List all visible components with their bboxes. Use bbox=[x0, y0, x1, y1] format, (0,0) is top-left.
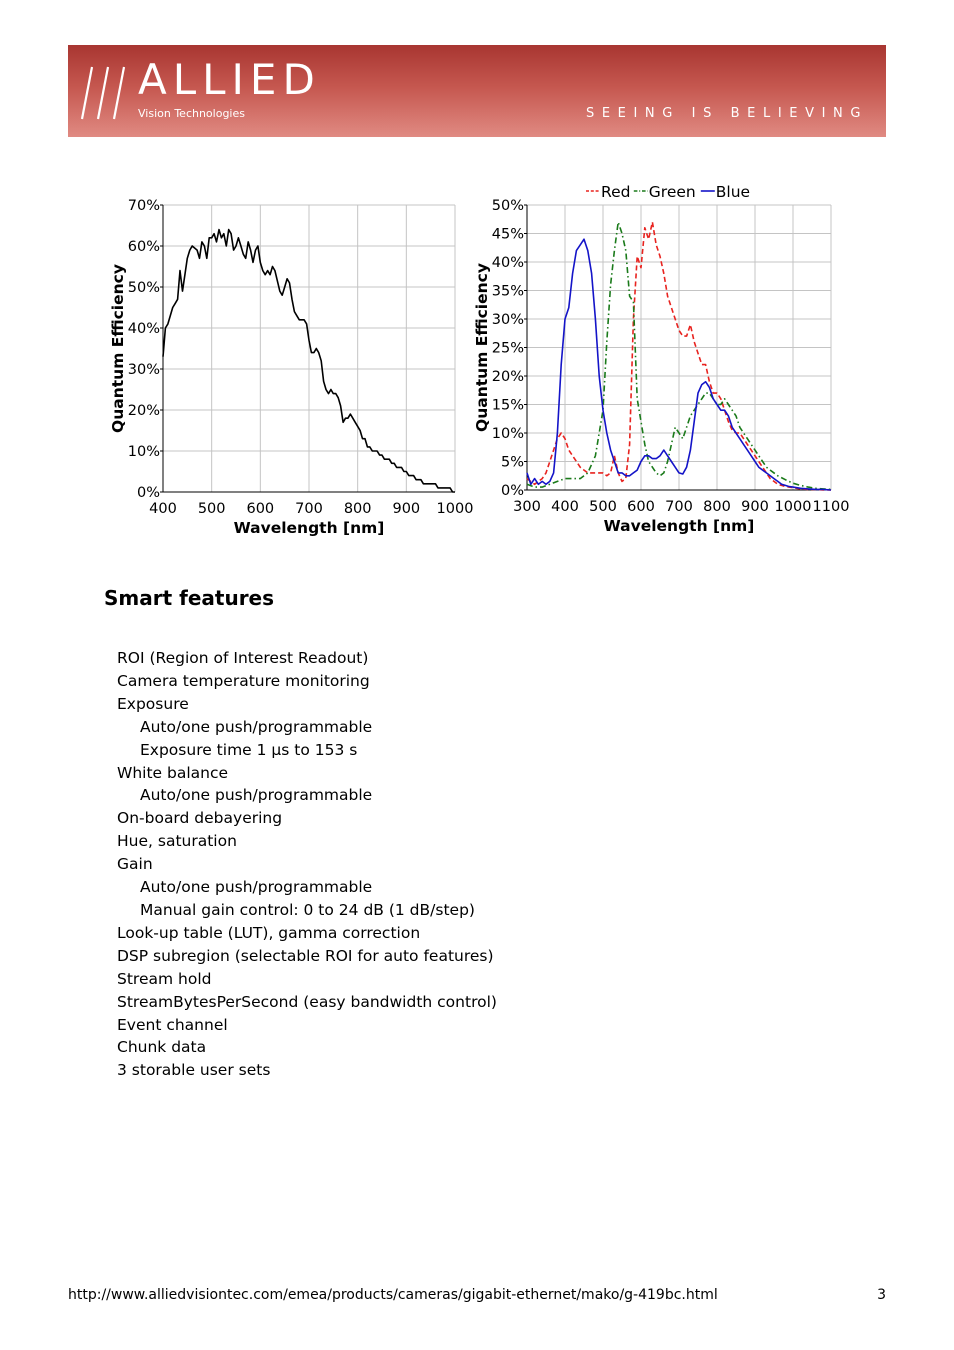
x-tick-label: 500 bbox=[197, 501, 226, 517]
section-title: Smart features bbox=[104, 586, 275, 610]
y-tick-label: 10% bbox=[127, 444, 160, 460]
feature-item: Stream hold bbox=[117, 969, 212, 988]
feature-item: Gain bbox=[117, 855, 153, 874]
feature-subitem: Auto/one push/programmable bbox=[140, 786, 373, 805]
footer-url: http://www.alliedvisiontec.com/emea/products/cameras/gigabit-ethernet/mako/g-419bc.html bbox=[68, 1287, 718, 1303]
x-tick-label: 500 bbox=[589, 499, 617, 515]
x-tick-label: 300 bbox=[513, 499, 541, 515]
qe-chart-color bbox=[466, 176, 861, 550]
x-tick-label: 700 bbox=[665, 499, 693, 515]
y-tick-label: 40% bbox=[127, 321, 160, 337]
logo-wordmark: ALLIED bbox=[138, 55, 321, 104]
y-tick-label: 45% bbox=[491, 226, 524, 243]
feature-item: Chunk data bbox=[117, 1038, 207, 1057]
legend-label-blue: Blue bbox=[715, 183, 751, 201]
feature-item: ROI (Region of Interest Readout) bbox=[117, 649, 369, 667]
x-tick-label: 900 bbox=[392, 501, 421, 517]
y-tick-label: 0% bbox=[500, 483, 524, 499]
x-tick-label: 800 bbox=[703, 499, 731, 515]
feature-list bbox=[117, 647, 497, 1082]
x-tick-label: 1000 bbox=[774, 499, 812, 515]
x-tick-label: 600 bbox=[627, 499, 655, 515]
y-tick-label: 30% bbox=[491, 312, 524, 328]
feature-item: 3 storable user sets bbox=[117, 1061, 271, 1080]
feature-item: Look-up table (LUT), gamma correction bbox=[117, 923, 421, 942]
x-tick-label: 800 bbox=[343, 501, 372, 517]
feature-subitem: Auto/one push/programmable bbox=[140, 717, 373, 736]
y-axis-label: Quantum Efficiency bbox=[473, 263, 491, 432]
y-tick-label: 35% bbox=[491, 283, 524, 300]
feature-item: StreamBytesPerSecond (easy bandwidth control) bbox=[117, 992, 497, 1011]
feature-item: Exposure bbox=[117, 694, 189, 713]
y-tick-label: 15% bbox=[491, 397, 524, 414]
page-header bbox=[68, 45, 886, 137]
x-axis-label: Wavelength [nm] bbox=[233, 519, 385, 537]
feature-item: White balance bbox=[117, 763, 229, 782]
y-tick-label: 60% bbox=[127, 239, 160, 255]
x-tick-label: 400 bbox=[149, 501, 177, 517]
y-tick-label: 30% bbox=[127, 362, 160, 378]
x-tick-label: 1100 bbox=[812, 499, 850, 515]
y-tick-label: 0% bbox=[136, 485, 160, 501]
legend-label-red: Red bbox=[601, 183, 631, 201]
x-tick-label: 400 bbox=[551, 499, 579, 515]
feature-subitem: Auto/one push/programmable bbox=[140, 878, 373, 897]
y-tick-label: 10% bbox=[491, 426, 524, 442]
feature-subitem: Manual gain control: 0 to 24 dB (1 dB/step) bbox=[140, 900, 475, 919]
x-tick-label: 600 bbox=[246, 501, 275, 517]
x-tick-label: 900 bbox=[741, 499, 769, 515]
qe-chart-monochrome bbox=[100, 180, 480, 550]
y-tick-label: 50% bbox=[491, 198, 524, 214]
y-tick-label: 20% bbox=[127, 403, 160, 419]
feature-subitem: Exposure time 1 µs to 153 s bbox=[140, 740, 358, 759]
y-tick-label: 20% bbox=[491, 369, 524, 385]
logo-slashes-icon bbox=[80, 65, 136, 121]
x-axis-label: Wavelength [nm] bbox=[603, 517, 755, 535]
y-tick-label: 50% bbox=[127, 280, 160, 296]
legend-label-green: Green bbox=[648, 183, 696, 201]
y-axis-label: Quantum Efficiency bbox=[109, 264, 127, 433]
feature-item: On-board debayering bbox=[117, 809, 283, 828]
y-tick-label: 40% bbox=[491, 255, 524, 271]
feature-item: Event channel bbox=[117, 1015, 228, 1034]
feature-item: DSP subregion (selectable ROI for auto features) bbox=[117, 946, 494, 965]
x-tick-label: 1000 bbox=[436, 501, 474, 517]
feature-item: Camera temperature monitoring bbox=[117, 671, 370, 690]
x-tick-label: 700 bbox=[295, 501, 323, 517]
feature-item: Hue, saturation bbox=[117, 832, 237, 851]
y-tick-label: 5% bbox=[500, 454, 524, 471]
header-tagline: SEEING IS BELIEVING bbox=[585, 106, 868, 121]
y-tick-label: 25% bbox=[491, 340, 524, 357]
page-number: 3 bbox=[877, 1287, 886, 1303]
y-tick-label: 70% bbox=[127, 198, 160, 214]
logo-subtitle: Vision Technologies bbox=[138, 107, 245, 120]
